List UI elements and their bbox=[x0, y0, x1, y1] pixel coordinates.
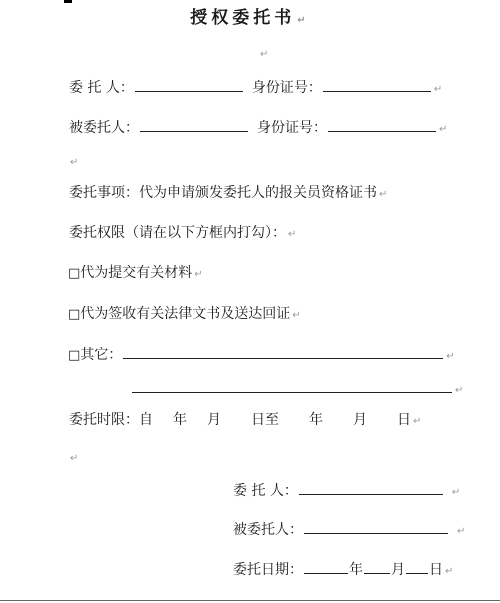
agent-row bbox=[69, 118, 447, 139]
option-label: 其它： bbox=[80, 347, 123, 363]
signature-agent-label: 被委托人： bbox=[233, 522, 303, 538]
term-year-2: 年 bbox=[309, 412, 323, 428]
paragraph-mark-icon: ↵ bbox=[297, 15, 310, 26]
option-other[interactable] bbox=[68, 345, 455, 366]
signature-principal-field[interactable] bbox=[299, 481, 443, 495]
term-row bbox=[69, 411, 421, 431]
term-month-1: 月 bbox=[207, 412, 221, 428]
option-label: 代为签收有关法律文书及送达回证 bbox=[80, 306, 291, 322]
other-field-line-1[interactable] bbox=[123, 345, 443, 359]
paragraph-mark-icon: ↵ bbox=[292, 310, 301, 321]
date-year-label: 年 bbox=[349, 562, 363, 578]
paragraph-mark-icon: ↵ bbox=[457, 526, 466, 537]
empty-paragraph bbox=[258, 44, 268, 64]
paragraph-mark-icon: ↵ bbox=[288, 229, 297, 240]
term-day-to: 日至 bbox=[251, 412, 279, 428]
principal-row bbox=[69, 78, 442, 99]
term-label: 委托时限： bbox=[69, 412, 139, 428]
paragraph-mark-icon: ↵ bbox=[260, 49, 269, 60]
paragraph-mark-icon: ↵ bbox=[445, 566, 454, 577]
paragraph-mark-icon: ↵ bbox=[70, 157, 79, 168]
term-day-2: 日 bbox=[397, 412, 411, 428]
other-continuation-row bbox=[131, 379, 463, 400]
date-month-label: 月 bbox=[391, 562, 405, 578]
date-year-field[interactable] bbox=[304, 560, 348, 574]
option-label: 代为提交有关材料 bbox=[80, 265, 193, 281]
principal-label: 委 托 人： bbox=[69, 80, 134, 96]
paragraph-mark-icon: ↵ bbox=[451, 487, 461, 498]
agent-name-field[interactable] bbox=[140, 118, 248, 132]
other-field-line-2[interactable] bbox=[132, 379, 452, 393]
checkbox-icon[interactable]: □ bbox=[68, 266, 81, 281]
signature-principal-row bbox=[233, 481, 460, 502]
paragraph-mark-icon: ↵ bbox=[446, 351, 455, 362]
principal-id-label: 身份证号： bbox=[251, 80, 322, 96]
matter-row bbox=[69, 184, 387, 204]
signature-agent-field[interactable] bbox=[304, 520, 448, 534]
paragraph-mark-icon: ↵ bbox=[194, 269, 203, 280]
agent-id-label: 身份证号： bbox=[257, 120, 327, 136]
paragraph-mark-icon: ↵ bbox=[433, 84, 443, 95]
page-bottom-rule bbox=[0, 600, 500, 601]
term-year-1: 年 bbox=[173, 412, 187, 428]
signature-date-row bbox=[233, 560, 453, 581]
empty-paragraph bbox=[68, 152, 78, 172]
principal-name-field[interactable] bbox=[135, 78, 243, 92]
option-submit-materials[interactable] bbox=[68, 264, 203, 284]
term-from: 自 bbox=[139, 412, 153, 428]
empty-paragraph bbox=[68, 448, 78, 468]
option-sign-documents[interactable] bbox=[68, 305, 301, 325]
title-text: 授权委托书 bbox=[190, 8, 296, 28]
signature-date-label: 委托日期： bbox=[233, 562, 303, 578]
agent-label: 被委托人： bbox=[69, 120, 139, 136]
date-day-label: 日 bbox=[429, 562, 443, 578]
date-month-field[interactable] bbox=[364, 560, 390, 574]
term-month-2: 月 bbox=[353, 412, 367, 428]
agent-id-field[interactable] bbox=[328, 118, 436, 132]
authority-row bbox=[69, 224, 296, 244]
paragraph-mark-icon: ↵ bbox=[70, 453, 79, 464]
principal-id-field[interactable] bbox=[323, 78, 431, 92]
signature-principal-label: 委 托 人： bbox=[233, 483, 298, 499]
paragraph-mark-icon: ↵ bbox=[379, 189, 388, 200]
signature-agent-row bbox=[233, 520, 465, 541]
checkbox-icon[interactable]: □ bbox=[68, 307, 81, 322]
date-day-field[interactable] bbox=[406, 560, 428, 574]
checkbox-icon[interactable]: □ bbox=[68, 348, 81, 363]
paragraph-mark-icon: ↵ bbox=[439, 124, 448, 135]
paragraph-mark-icon: ↵ bbox=[455, 385, 464, 396]
matter-text: 委托事项：代为申请颁发委托人的报关员资格证书 bbox=[69, 185, 377, 201]
authority-text: 委托权限（请在以下方框内打勾）： bbox=[69, 225, 286, 241]
paragraph-mark-icon: ↵ bbox=[413, 416, 422, 427]
document-title bbox=[0, 3, 500, 28]
